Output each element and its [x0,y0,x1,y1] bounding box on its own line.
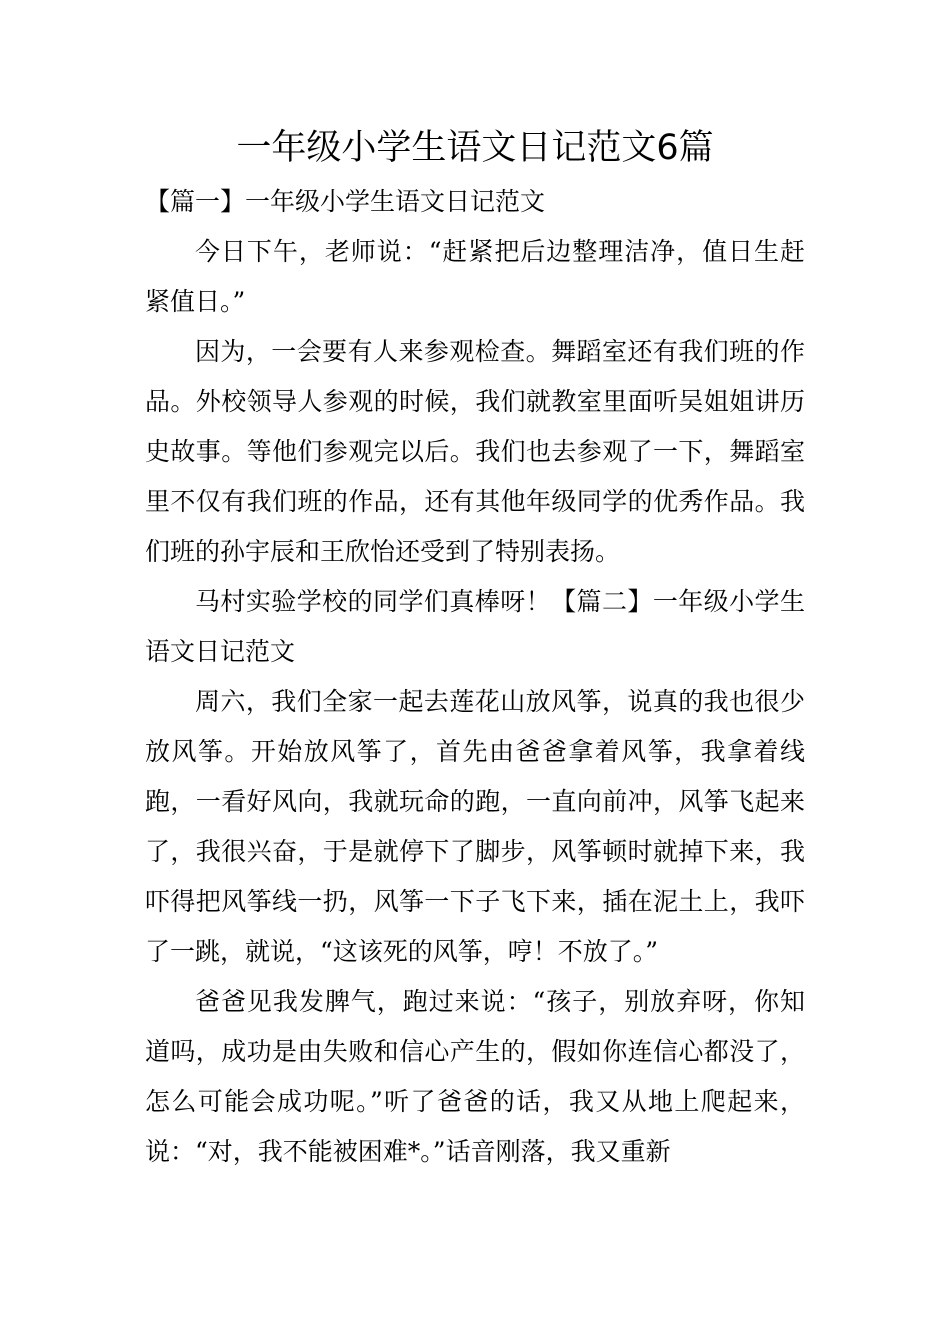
document-title: 一年级小学生语文日记范文6篇 [236,128,714,168]
section-heading: 【篇一】一年级小学生语文日记范文 [145,187,546,216]
paragraph: 因为，一会要有人来参观检查。舞蹈室还有我们班的作品。外校领导人参观的时候，我们就教室里面听吴姐姐讲历史故事。等他们参观完以后。我们也去参观了一下，舞蹈室里不仅有我们班的作品，还有其他年级同学的优秀作品。我们班的孙宇辰和王欣怡还受到了特别表扬。 [145,337,805,566]
document-body [145,177,805,1177]
paragraph: 爸爸见我发脾气，跑过来说：“孩子，别放弃呀，你知道吗，成功是由失败和信心产生的，假如你连信心都没了，怎么可能会成功呢。”听了爸爸的话，我又从地上爬起来，说：“对，我不能被困难*。”话音刚落，我又重新 [145,987,805,1166]
paragraph: 马村实验学校的同学们真棒呀！【篇二】一年级小学生语文日记范文 [145,587,805,666]
paragraph: 周六，我们全家一起去莲花山放风筝，说真的我也很少放风筝。开始放风筝了，首先由爸爸拿着风筝，我拿着线跑，一看好风向，我就玩命的跑，一直向前冲，风筝飞起来了，我很兴奋，于是就停下了脚步，风筝顿时就掉下来，我吓得把风筝线一扔，风筝一下子飞下来，插在泥土上，我吓了一跳，就说，“这该死的风筝，哼！不放了。” [145,687,805,966]
paragraph: 今日下午，老师说：“赶紧把后边整理洁净，值日生赶紧值日。” [145,237,805,316]
